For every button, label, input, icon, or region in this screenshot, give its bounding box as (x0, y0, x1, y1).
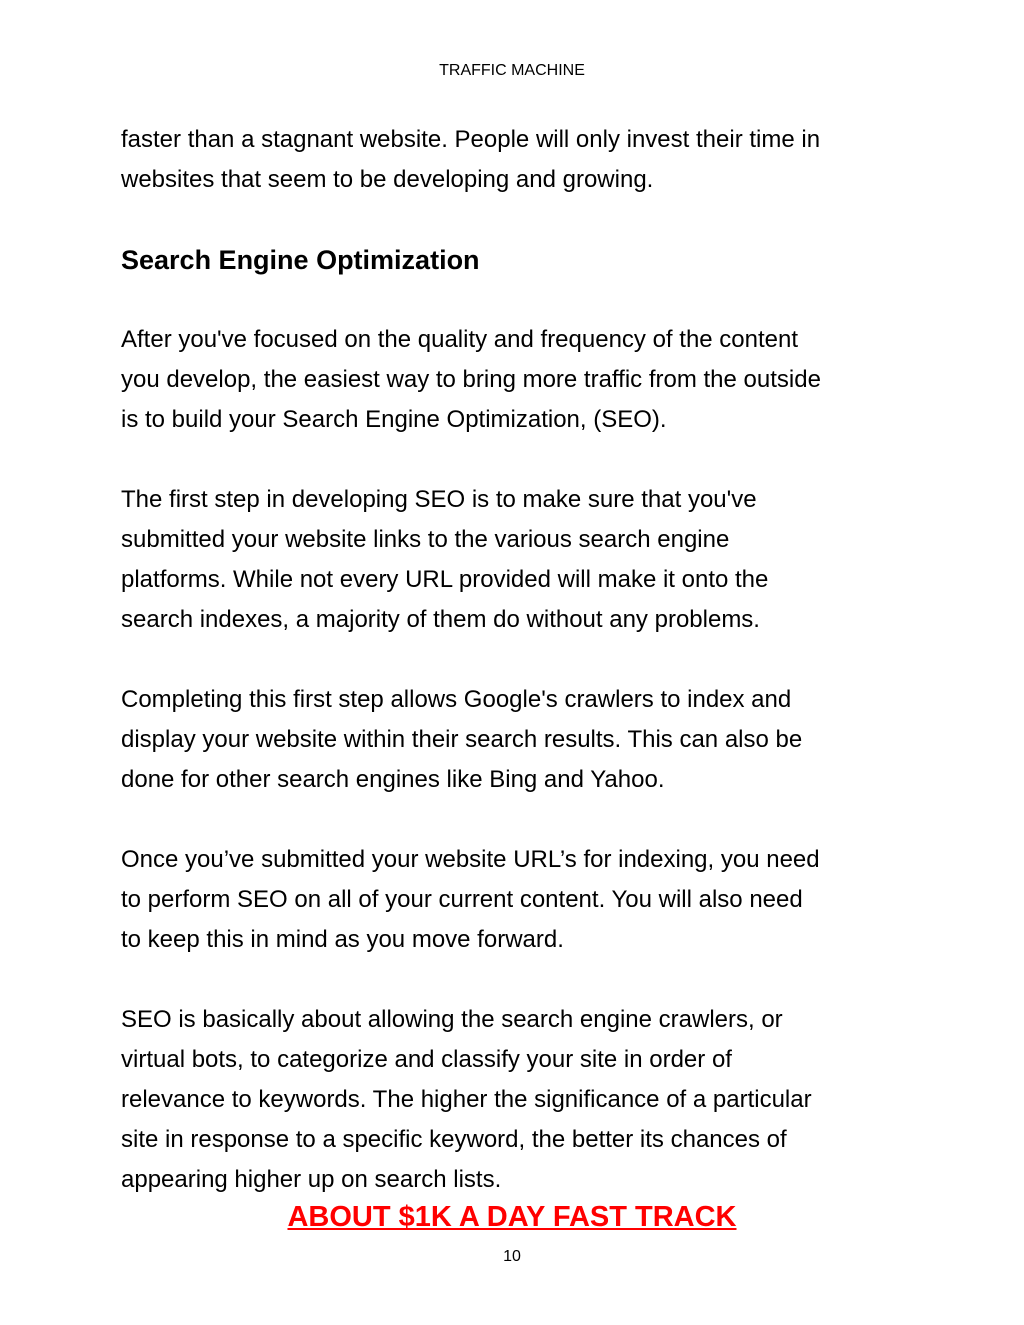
text-line: to perform SEO on all of your current content. You will also need (121, 886, 803, 913)
text-line: search indexes, a majority of them do without any problems. (121, 606, 760, 633)
text-line: SEO is basically about allowing the search engine crawlers, or (121, 1006, 783, 1033)
section-heading: Search Engine Optimization (121, 245, 480, 275)
text-line: websites that seem to be developing and growing. (121, 166, 654, 193)
text-line: you develop, the easiest way to bring more traffic from the outside (121, 366, 821, 393)
footer-promo (0, 1198, 1024, 1236)
text-line: faster than a stagnant website. People will only invest their time in (121, 126, 821, 153)
page-number: 10 (503, 1248, 521, 1265)
text-line: Once you’ve submitted your website URL’s for indexing, you need (121, 846, 820, 873)
text-line: relevance to keywords. The higher the significance of a particular (121, 1086, 812, 1113)
paragraph-indexing (121, 840, 921, 960)
paragraph-seo-basics (121, 1000, 921, 1200)
paragraph-seo-intro (121, 320, 921, 440)
text-line: The first step in developing SEO is to make sure that you've (121, 486, 757, 513)
text-line: is to build your Search Engine Optimization, (SEO). (121, 406, 667, 433)
text-line: done for other search engines like Bing and Yahoo. (121, 766, 665, 793)
text-line: submitted your website links to the various search engine (121, 526, 730, 553)
paragraph-first-step (121, 480, 921, 640)
text-line: virtual bots, to categorize and classify your site in order of (121, 1046, 732, 1073)
paragraph-crawlers (121, 680, 921, 800)
text-line: Completing this first step allows Google's crawlers to index and (121, 686, 792, 713)
running-header: TRAFFIC MACHINE (439, 62, 585, 79)
page-body (121, 120, 921, 1240)
text-line: to keep this in mind as you move forward. (121, 926, 564, 953)
paragraph-intro (121, 120, 921, 200)
text-line: display your website within their search results. This can also be (121, 726, 803, 753)
text-line: platforms. While not every URL provided will make it onto the (121, 566, 769, 593)
text-line: site in response to a specific keyword, the better its chances of (121, 1126, 787, 1153)
text-line: After you've focused on the quality and frequency of the content (121, 326, 799, 353)
text-line: appearing higher up on search lists. (121, 1166, 502, 1193)
fast-track-link[interactable]: ABOUT $1K A DAY FAST TRACK (287, 1201, 737, 1233)
